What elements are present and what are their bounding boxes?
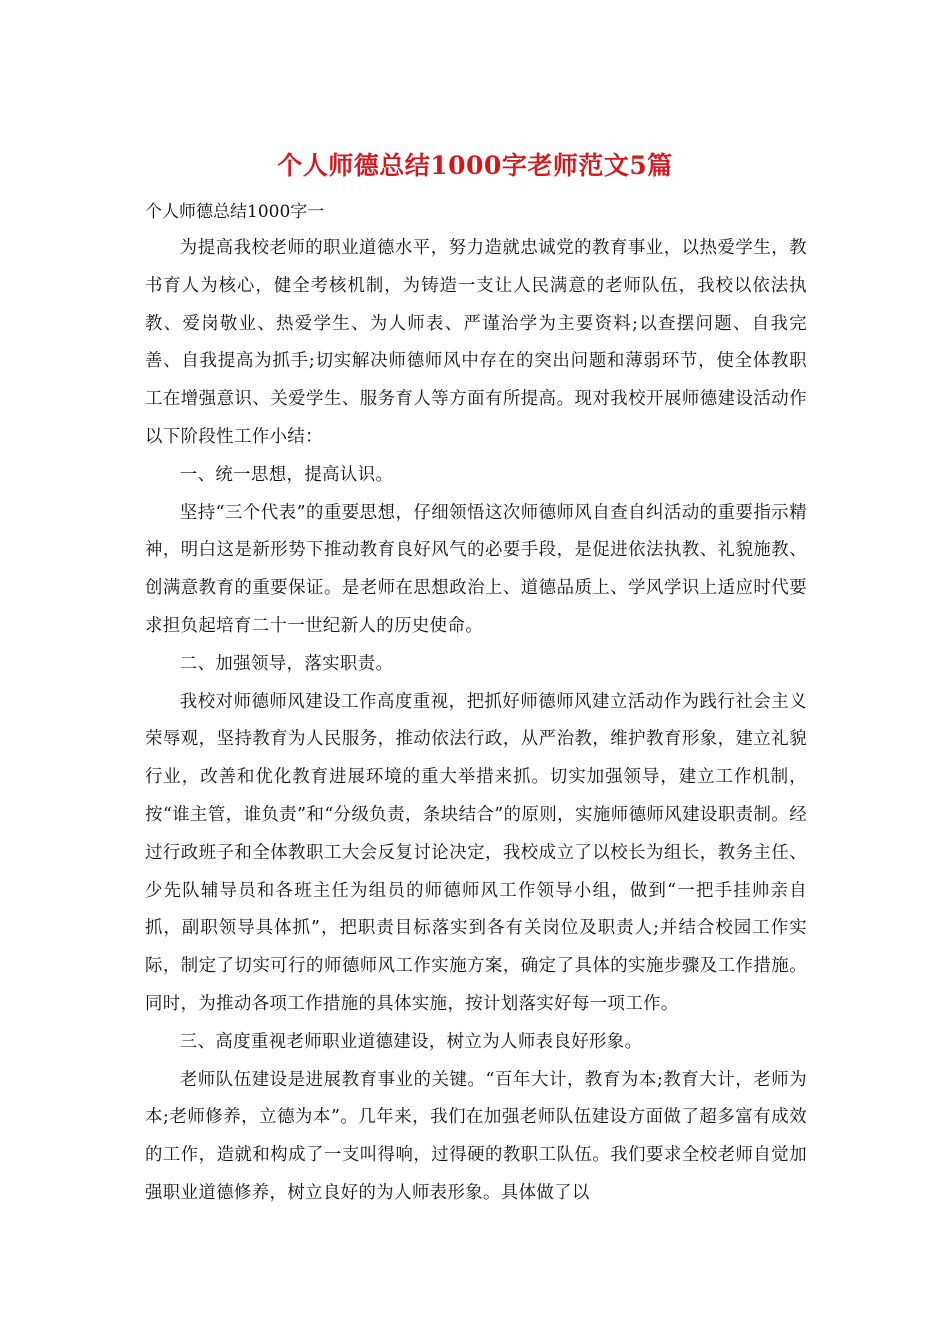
- document-title: 个人师德总结1000字老师范文5篇: [277, 151, 673, 180]
- section-heading: 一、统一思想，提高认识。: [179, 464, 394, 485]
- section-heading: 三、高度重视老师职业道德建设，树立为人师表良好形象。: [179, 1031, 643, 1052]
- document-subtitle: 个人师德总结1000字一: [145, 202, 325, 222]
- paragraph: 我校对师德师风建设工作高度重视，把抓好师德师风建立活动作为践行社会主义荣辱观，坚持教育为人民服务，推动依法行政，从严治教，维护教育形象，建立礼貌行业，改善和优化教育进展环境的重大举措来抓。切实加强领导，建立工作机制，按“谁主管，谁负责”和“分级负责，条块结合”的原则，实施师德师风建设职责制。经过行政班子和全体教职工大会反复讨论决定，我校成立了以校长为组长，教务主任、少先队辅导员和各班主任为组员的师德师风工作领导小组，做到“一把手挂帅亲自抓，副职领导具体抓”，把职责目标落实到各有关岗位及职责人;并结合校园工作实际，制定了切实可行的师德师风工作实施方案，确定了具体的实施步骤及工作措施。同时，为推动各项工作措施的具体实施，按计划落实好每一项工作。: [145, 691, 807, 1014]
- section-heading: 二、加强领导，落实职责。: [179, 653, 394, 674]
- paragraph: 坚持“三个代表”的重要思想，仔细领悟这次师德师风自查自纠活动的重要指示精神，明白这是新形势下推动教育良好风气的必要手段，是促进依法执教、礼貌施教、创满意教育的重要保证。是老师在思想政治上、道德品质上、学风学识上适应时代要求担负起培育二十一世纪新人的历史使命。: [145, 502, 807, 636]
- paragraph: 老师队伍建设是进展教育事业的关键。“百年大计，教育为本;教育大计，老师为本;老师修养，立德为本”。几年来，我们在加强老师队伍建设方面做了超多富有成效的工作，造就和构成了一支叫得响，过得硬的教职工队伍。我们要求全校老师自觉加强职业道德修养，树立良好的为人师表形象。具体做了以: [145, 1069, 807, 1203]
- paragraph: 为提高我校老师的职业道德水平，努力造就忠诚党的教育事业，以热爱学生，教书育人为核心，健全考核机制，为铸造一支让人民满意的老师队伍，我校以依法执教、爱岗敬业、热爱学生、为人师表、严谨治学为主要资料;以查摆问题、自我完善、自我提高为抓手;切实解决师德师风中存在的突出问题和薄弱环节，使全体教职工在增强意识、关爱学生、服务育人等方面有所提高。现对我校开展师德建设活动作以下阶段性工作小结：: [145, 238, 807, 447]
- document-body: [145, 230, 807, 1213]
